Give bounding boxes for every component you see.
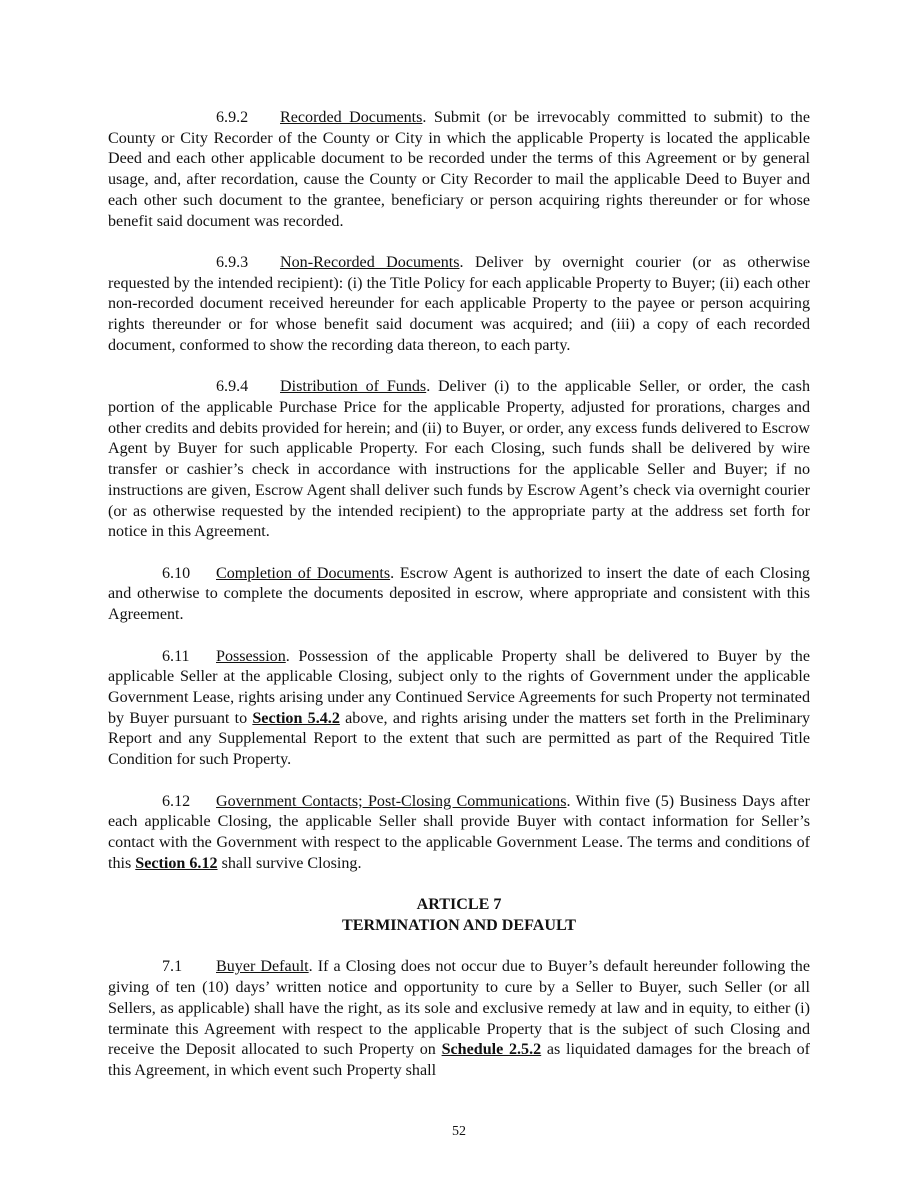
section-title: Government Contacts; Post-Closing Communications (216, 792, 567, 810)
section-body: . Within five (5) Business Days after each applicable Closing, the applicable Seller shall provide Buyer with contact information for Seller’s contact with the Government with respect to the applicable Government Lease. The terms and conditions of this (108, 792, 810, 872)
article-heading (108, 895, 810, 936)
section-title: Recorded Documents (280, 109, 423, 126)
section-6-9-4 (108, 377, 810, 543)
section-title: Buyer Default (216, 958, 309, 976)
article-number: ARTICLE 7 (416, 896, 502, 914)
section-6-10 (108, 564, 810, 626)
section-body-continued: above, and rights arising under the matters set forth in the Preliminary Report and any Supplemental Report to the extent that such are permitted as part of the Required Title Condition for such Property. (108, 709, 810, 769)
section-number: 6.9.4 (216, 378, 249, 396)
section-reference: Section 6.12 (135, 854, 218, 872)
section-7-1 (108, 957, 810, 1081)
section-reference: Section 5.4.2 (252, 709, 340, 727)
section-title: Distribution of Funds (280, 378, 427, 396)
section-number: 6.9.2 (216, 109, 249, 126)
section-body-continued: shall survive Closing. (217, 854, 362, 872)
section-title: Completion of Documents (216, 564, 391, 582)
section-body-continued: as liquidated damages for the breach of this Agreement, in which event such Property shall (108, 1041, 811, 1079)
section-6-11 (108, 647, 810, 771)
schedule-reference: Schedule 2.5.2 (441, 1041, 542, 1059)
section-number: 6.11 (162, 647, 190, 665)
section-6-9-2 (108, 108, 810, 232)
section-6-9-3 (108, 253, 810, 357)
section-body: . Deliver (i) to the applicable Seller, or order, the cash portion of the applicable Purchase Price for the applicable Property, adjusted for prorations, charges and other credits and debits provided for herein; and (ii) to Buyer, or order, any excess funds delivered to Escrow Agent by Buyer for such applicable Property. For each Closing, such funds shall be delivered by wire transfer or cashier’s check in accordance with instructions for the applicable Seller and Buyer; if no instructions are given, Escrow Agent shall deliver such funds by Escrow Agent’s check via overnight courier (or as otherwise requested by the intended recipient) to the appropriate party at the address set forth for notice in this Agreement. (108, 378, 810, 541)
section-number: 6.9.3 (216, 254, 249, 272)
section-body: . Submit (or be irrevocably committed to submit) to the County or City Recorder of the County or City in which the applicable Property is located the applicable Deed and each other applicable document to be recorded under the terms of this Agreement or by general usage, and, after recordation, cause the County or City Recorder to mail the applicable Deed to Buyer and each other such document to the grantee, beneficiary or person acquiring rights thereunder or for whose benefit said document was recorded. (108, 109, 810, 230)
section-body: . Escrow Agent is authorized to insert the date of each Closing and otherwise to complete the documents deposited in escrow, where appropriate and consistent with this Agreement. (108, 564, 810, 624)
section-body: . Deliver by overnight courier (or as otherwise requested by the intended recipient): (i) the Title Policy for each applicable Property to Buyer; (ii) each other non-recorded document received hereunder for each applicable Property to the payee or person acquiring rights thereunder or for whose benefit said document was acquired; and (iii) a copy of each recorded document, conformed to show the recording data thereon, to each party. (108, 254, 810, 354)
section-6-12 (108, 792, 810, 875)
section-body: . If a Closing does not occur due to Buyer’s default hereunder following the giving of ten (10) days’ written notice and opportunity to cure by a Seller to Buyer, such Seller (or all Sellers, as applicable) shall have the right, as its sole and exclusive remedy at law and in equity, to either (i) terminate this Agreement with respect to the applicable Property that is the subject of such Closing and receive the Deposit allocated to such Property on (108, 958, 810, 1059)
section-number: 7.1 (162, 958, 183, 976)
page-number: 52 (452, 1124, 466, 1139)
section-title: Non-Recorded Documents (280, 254, 460, 272)
section-body: . Possession of the applicable Property shall be delivered to Buyer by the applicable Seller at the applicable Closing, subject only to the rights of Government under the applicable Government Lease, rights arising under any Continued Service Agreements for such Property not terminated by Buyer pursuant to (108, 647, 810, 727)
document-page (108, 108, 810, 1082)
section-number: 6.12 (162, 792, 191, 810)
section-title: Possession (216, 647, 286, 665)
section-number: 6.10 (162, 564, 191, 582)
article-title: TERMINATION AND DEFAULT (342, 916, 576, 934)
